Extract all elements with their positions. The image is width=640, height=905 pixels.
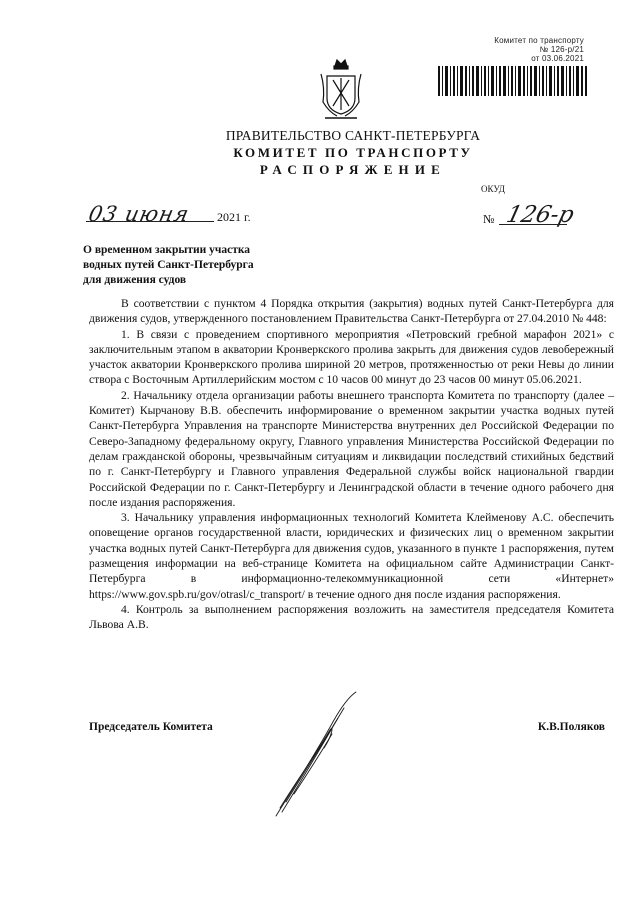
document-body — [89, 296, 614, 633]
document-date — [86, 202, 266, 226]
coat-of-arms-icon — [319, 58, 363, 122]
stamp-date: от 03.06.2021 — [531, 54, 584, 63]
committee-title: КОМИТЕТ ПО ТРАНСПОРТУ — [233, 145, 473, 160]
date-year: 2021 г. — [217, 210, 251, 224]
number-sign: № — [483, 212, 495, 226]
subject-heading — [83, 243, 343, 287]
intro-paragraph: В соответствии с пунктом 4 Порядка открытия (закрытия) водных путей Санкт-Петербурга для движения судов, утвержденного постановлением Правительства Санкт-Петербурга от 27.04.2010 № 448: — [89, 297, 614, 326]
stamp-number: № 126-р/21 — [539, 45, 584, 54]
paragraph-3: 3. Начальнику управления информационных технологий Комитета Клейменову А.С. обеспечить оповещение органов государственной власти, юридических и физических лиц о временном закрытии участка водных путей Санкт-Петербурга для движения судов, указанного в пункте 1 распоряжения, путем размещения информации на веб-странице Комитета на официальном сайте Администрации Санкт-Петербурга в информационно-телекоммуникационной сети «Интернет» https://www.gov.spb.ru/gov/otrasl/c_transport/ в течение одного дня после издания распоряжения. — [89, 511, 614, 601]
handwritten-signature — [272, 690, 362, 820]
subject-line: О временном закрытии участка — [83, 244, 251, 256]
number-handwritten: 126-р — [503, 202, 577, 228]
signer-name: К.В.Поляков — [537, 721, 605, 733]
registration-stamp — [444, 36, 584, 63]
paragraph-1: 1. В связи с проведением спортивного мероприятия «Петровский гребной марафон 2021» с заключительным этапом в акватории Кронверкского пролива закрыть для движения судов левобережный участок акватории Кронверкского пролива шириной 20 метров, протяженностью от реки Невы до линии створа с Восточным Артиллерийским мостом с 10 часов 00 минут до 23 часов 00 минут 05.06.2021. — [89, 327, 614, 387]
subject-line: водных путей Санкт-Петербурга — [83, 258, 254, 271]
okud-label: ОКУД — [481, 184, 505, 194]
document-type: РАСПОРЯЖЕНИЕ — [259, 162, 447, 177]
government-title: ПРАВИТЕЛЬСТВО САНКТ-ПЕТЕРБУРГА — [225, 128, 481, 143]
signer-position: Председатель Комитета — [89, 721, 213, 733]
barcode — [438, 66, 588, 96]
date-underline — [86, 221, 214, 222]
paragraph-4: 4. Контроль за выполнением распоряжения возложить на заместителя председателя Комитета Львова А.В. — [89, 602, 614, 632]
stamp-committee: Комитет по транспорту — [494, 36, 584, 45]
document-number — [483, 204, 583, 230]
number-underline — [499, 224, 567, 225]
paragraph-2: 2. Начальнику отдела организации работы внешнего транспорта Комитета по транспорту (далее – Комитет) Кырчанову В.В. обеспечить информирование о временном закрытии участка водных путей Санкт-Петербурга Управления на транспорте Министерства внутренних дел Российской Федерации по Северо-Западному федеральному округу, Главного управления Министерства Российской Федерации по делам гражданской обороны, чрезвычайным ситуациям и ликвидации последствий стихийных бедствий по г. Санкт-Петербургу и Главного управления Федеральной службы войск национальной гвардии Российской Федерации по г. Санкт-Петербургу и Ленинградской области в течение одного рабочего дня после издания распоряжения. — [89, 388, 614, 509]
date-handwritten: 03 июня — [86, 202, 192, 226]
subject-line: для движения судов — [83, 273, 187, 286]
